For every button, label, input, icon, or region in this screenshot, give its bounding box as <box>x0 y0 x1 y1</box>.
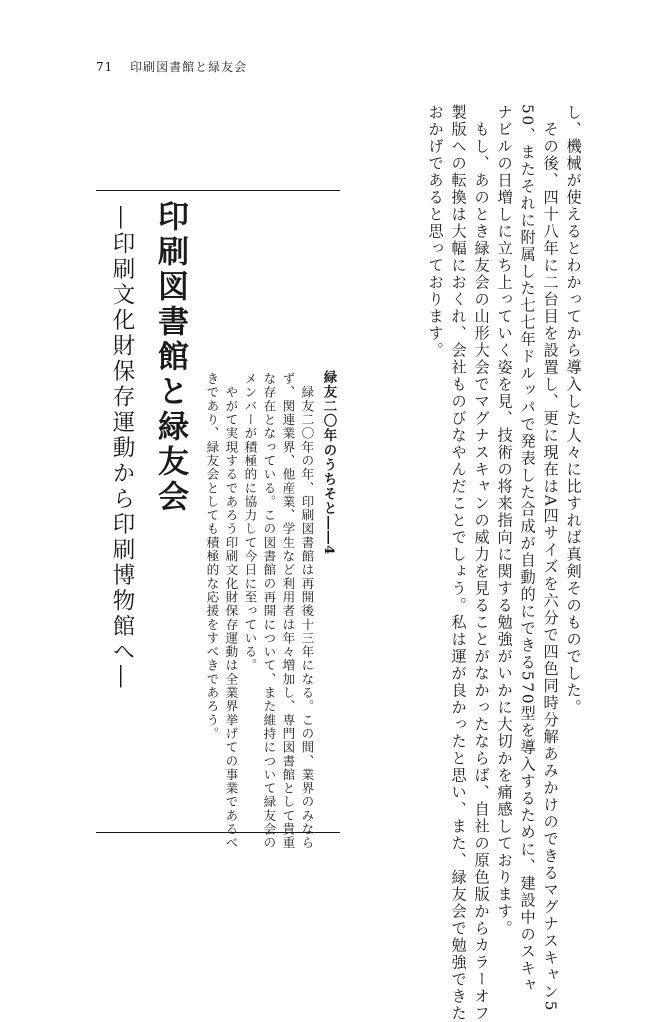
inset-column-3: な存在となっている。この図書館の再開について、また維持について緑友会の <box>261 372 277 850</box>
inset-heading: 緑友二〇年のうちそと――4 <box>321 370 337 556</box>
body-column-7: おかげであると思っております。 <box>426 104 445 359</box>
top-rule <box>96 190 340 191</box>
inset-column-5: やがて実現するであろう印刷文化財保存運動は全業界挙げての事業であるべ <box>223 372 239 850</box>
running-head <box>96 58 247 75</box>
inset-column-4: メンバーが積極的に協力して今日に至っている。 <box>242 372 258 673</box>
body-column-6: 製版への転換は大幅におくれ、会社ものびなやんだことでしょう。私は運が良かったと思い、また、緑友会で勉強できた <box>449 104 468 1022</box>
article-title: 印刷図書館と緑友会 <box>152 200 188 515</box>
body-column-1: し、機械が使えるとわかってから導入した人々に比すれば真剣そのものでした。 <box>564 104 583 716</box>
body-column-2: その後、四十八年に二台目を設置し、更に現在はA四サイズを六分で四色同時分解あみかけのできるマグナスキャン5 <box>541 104 560 1013</box>
body-column-4: ナビルの日増しに立ち上っていく姿を見、技術の将来指向に関する勉強がいかに大切かを痛感しております。 <box>495 104 514 937</box>
inset-column-1: 緑友二〇年の年、印刷図書館は再開後十三年になる。この間、業界のみなら <box>299 372 315 850</box>
body-column-3: 50、またそれに附属した七七年ドルッパで発表した合成が自動的にできる570型を導入するために、建設中のスキャ <box>518 104 537 995</box>
inset-column-6: きであり、緑友会としても積極的な応援をすべきであろう。 <box>204 372 220 741</box>
page-number: 71 <box>96 60 114 74</box>
article-subtitle: ―印刷文化財保存運動から印刷博物館へ― <box>109 206 135 691</box>
inset-column-2: ず、関連業界、他産業、学生など利用者は年々増加し、専門図書館として貴重 <box>280 372 296 850</box>
body-column-5: もし、あのとき緑友会の山形大会でマグナスキャンの威力を見ることがなかったならば、自社の原色版からカラーオフ <box>472 104 491 1022</box>
running-head-title: 印刷図書館と緑友会 <box>130 60 248 74</box>
